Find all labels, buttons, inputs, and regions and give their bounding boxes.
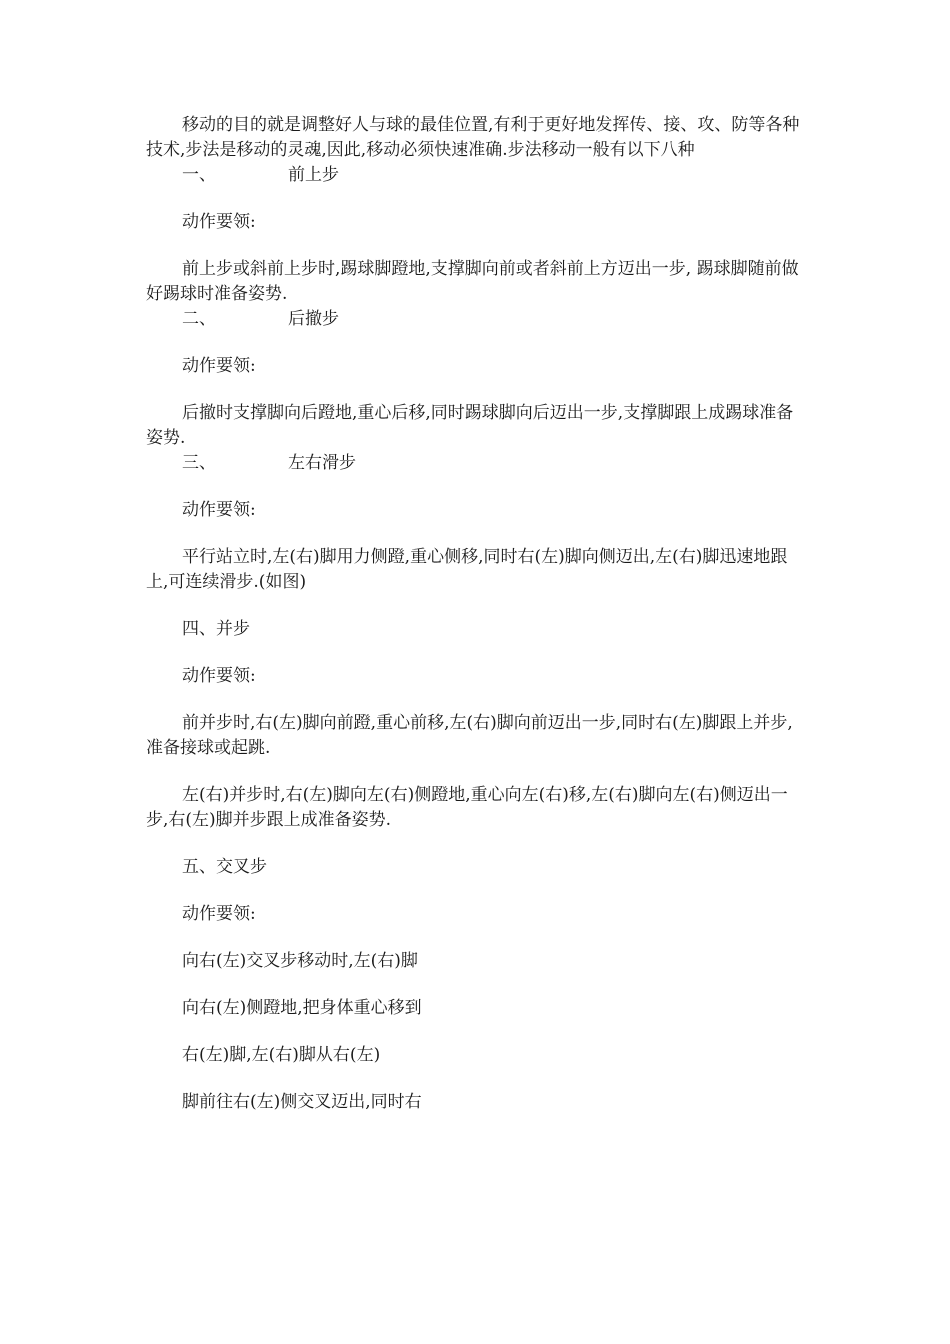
section-2-label: 动作要领: [182,356,256,376]
section-2-number: 二、 [182,309,216,329]
section-1-paragraph-1: 前上步或斜前上步时,踢球脚蹬地,支撑脚向前或者斜前上方迈出一步, 踢球脚随前做好踢球时准备姿势. [146,259,799,304]
section-3-title: 左右滑步 [288,453,356,473]
section-5-line-4: 脚前往右(左)侧交叉迈出,同时右 [182,1092,422,1112]
section-2-heading [146,307,806,332]
section-3-heading [146,451,806,476]
section-5-line-2: 向右(左)侧蹬地,把身体重心移到 [182,998,422,1018]
section-4-paragraph-2: 左(右)并步时,右(左)脚向左(右)侧蹬地,重心向左(右)移,左(右)脚向左(右)侧迈出一步,右(左)脚并步跟上成准备姿势. [146,785,788,830]
section-4-paragraph-1: 前并步时,右(左)脚向前蹬,重心前移,左(右)脚向前迈出一步,同时右(左)脚跟上并步,准备接球或起跳. [146,713,793,758]
section-1-heading [146,163,806,188]
section-1-title: 前上步 [288,165,339,185]
section-5-heading: 五、交叉步 [182,857,267,877]
section-5-line-3: 右(左)脚,左(右)脚从右(左) [182,1045,381,1065]
section-3-label: 动作要领: [182,500,256,520]
section-3-number: 三、 [182,453,216,473]
document-page [146,113,806,1115]
section-4-label: 动作要领: [182,666,256,686]
section-2-title: 后撤步 [288,309,339,329]
section-1-number: 一、 [182,165,216,185]
section-5-line-1: 向右(左)交叉步移动时,左(右)脚 [182,951,418,971]
intro-paragraph: 移动的目的就是调整好人与球的最佳位置,有利于更好地发挥传、接、攻、防等各种技术,步法是移动的灵魂,因此,移动必须快速准确.步法移动一般有以下八种 [146,115,800,160]
section-5-label: 动作要领: [182,904,256,924]
section-2-paragraph-1: 后撤时支撑脚向后蹬地,重心后移,同时踢球脚向后迈出一步,支撑脚跟上成踢球准备姿势. [146,403,794,448]
section-4-heading: 四、并步 [182,619,250,639]
section-1-label: 动作要领: [182,212,256,232]
section-3-paragraph-1: 平行站立时,左(右)脚用力侧蹬,重心侧移,同时右(左)脚向侧迈出,左(右)脚迅速地跟上,可连续滑步.(如图) [146,547,788,592]
